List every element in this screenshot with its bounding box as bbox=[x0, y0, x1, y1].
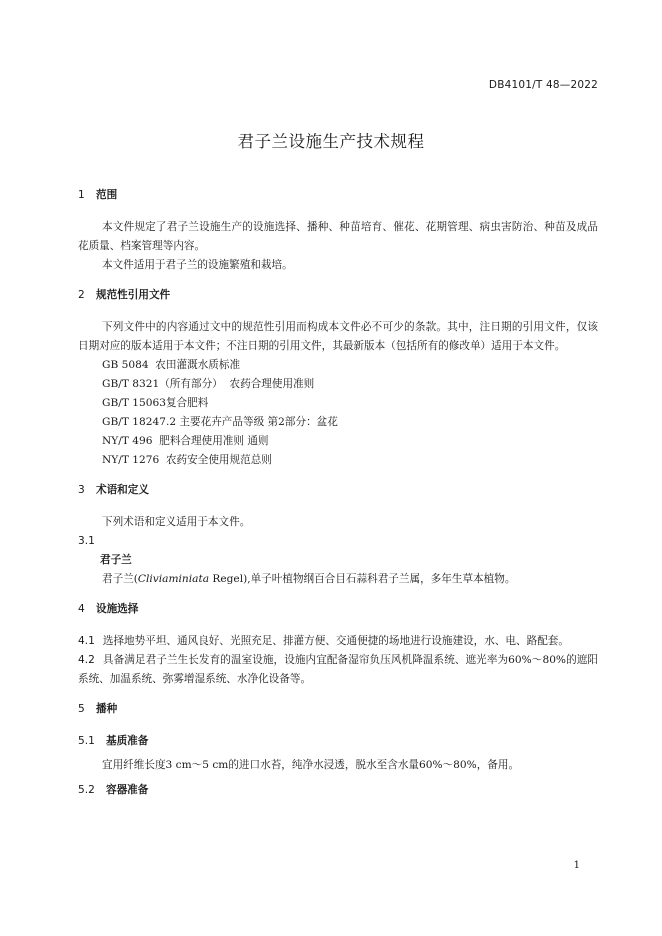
paragraph: 本文件规定了君子兰设施生产的设施选择、播种、种苗培育、催花、花期管理、病虫害防治、种苗及成品花质量、档案管理等内容。 bbox=[78, 221, 598, 252]
section-2-heading bbox=[78, 286, 598, 304]
subsection-5-1-heading bbox=[78, 732, 598, 750]
subsection-title: 容器准备 bbox=[106, 784, 149, 796]
section-5-heading bbox=[78, 700, 598, 718]
page-number: 1 bbox=[573, 860, 580, 871]
section-number: 5 bbox=[78, 703, 85, 715]
reference-item: GB/T 8321（所有部分） 农药合理使用准则 bbox=[102, 378, 315, 390]
section-number: 1 bbox=[78, 189, 85, 201]
document-title: 君子兰设施生产技术规程 bbox=[237, 132, 425, 151]
section-title: 术语和定义 bbox=[96, 484, 149, 496]
section-number: 2 bbox=[78, 289, 85, 301]
section-number: 4 bbox=[78, 603, 85, 615]
subsection-title: 基质准备 bbox=[106, 735, 149, 747]
subsection-number: 5.1 bbox=[78, 735, 95, 747]
paragraph: 下列文件中的内容通过文中的规范性引用而构成本文件必不可少的条款。其中，注日期的引用文件，仅该日期对应的版本适用于本文件；不注日期的引用文件，其最新版本（包括所有的修改单）适用于本文件。 bbox=[78, 321, 598, 352]
reference-item: GB/T 18247.2 主要花卉产品等级 第2部分：盆花 bbox=[102, 416, 338, 428]
paragraph: 本文件适用于君子兰的设施繁殖和栽培。 bbox=[102, 259, 293, 271]
clause bbox=[78, 651, 598, 689]
section-title: 范围 bbox=[96, 189, 118, 201]
section-4-heading bbox=[78, 600, 598, 618]
reference-item: GB/T 15063复合肥料 bbox=[102, 397, 209, 409]
clause-text: 选择地势平坦、通风良好、光照充足、排灌方便、交通便捷的场地进行设施建设，水、电、路配套。 bbox=[102, 635, 569, 647]
paragraph: 宜用纤维长度3 cm～5 cm的进口水苔，纯净水浸透，脱水至含水量60%～80%，备用。 bbox=[102, 759, 520, 771]
section-title: 播种 bbox=[96, 703, 118, 715]
clause-text: 具备满足君子兰生长发育的温室设施，设施内宜配备湿帘负压风机降温系统、遮光率为60%～80%的遮阳系统、加温系统、弥雾增湿系统、水净化设备等。 bbox=[78, 654, 598, 685]
term-number: 3.1 bbox=[78, 535, 95, 547]
term-def-prefix: 君子兰( bbox=[102, 573, 138, 585]
term-name: 君子兰 bbox=[100, 554, 132, 566]
standard-code: DB4101/T 48—2022 bbox=[488, 79, 598, 91]
section-title: 设施选择 bbox=[96, 603, 139, 615]
clause bbox=[78, 632, 598, 651]
reference-item: NY/T 496 肥料合理使用准则 通则 bbox=[102, 435, 269, 447]
section-1-heading bbox=[78, 186, 598, 204]
section-number: 3 bbox=[78, 484, 85, 496]
section-3-heading bbox=[78, 481, 598, 499]
term-definition bbox=[78, 570, 598, 589]
reference-item: NY/T 1276 农药安全使用规范总则 bbox=[102, 454, 272, 466]
clause-number: 4.2 bbox=[78, 654, 95, 666]
document-body bbox=[78, 186, 598, 799]
term-def-suffix: Regel),单子叶植物纲百合目石蒜科君子兰属，多年生草本植物。 bbox=[209, 573, 516, 585]
subsection-5-2-heading bbox=[78, 781, 598, 799]
paragraph: 下列术语和定义适用于本文件。 bbox=[102, 516, 251, 528]
reference-item: GB 5084 农田灌溉水质标准 bbox=[102, 359, 241, 371]
subsection-number: 5.2 bbox=[78, 784, 95, 796]
term-latin-name: Cliviaminiata bbox=[137, 573, 210, 585]
clause-number: 4.1 bbox=[78, 635, 95, 647]
section-title: 规范性引用文件 bbox=[96, 289, 171, 301]
